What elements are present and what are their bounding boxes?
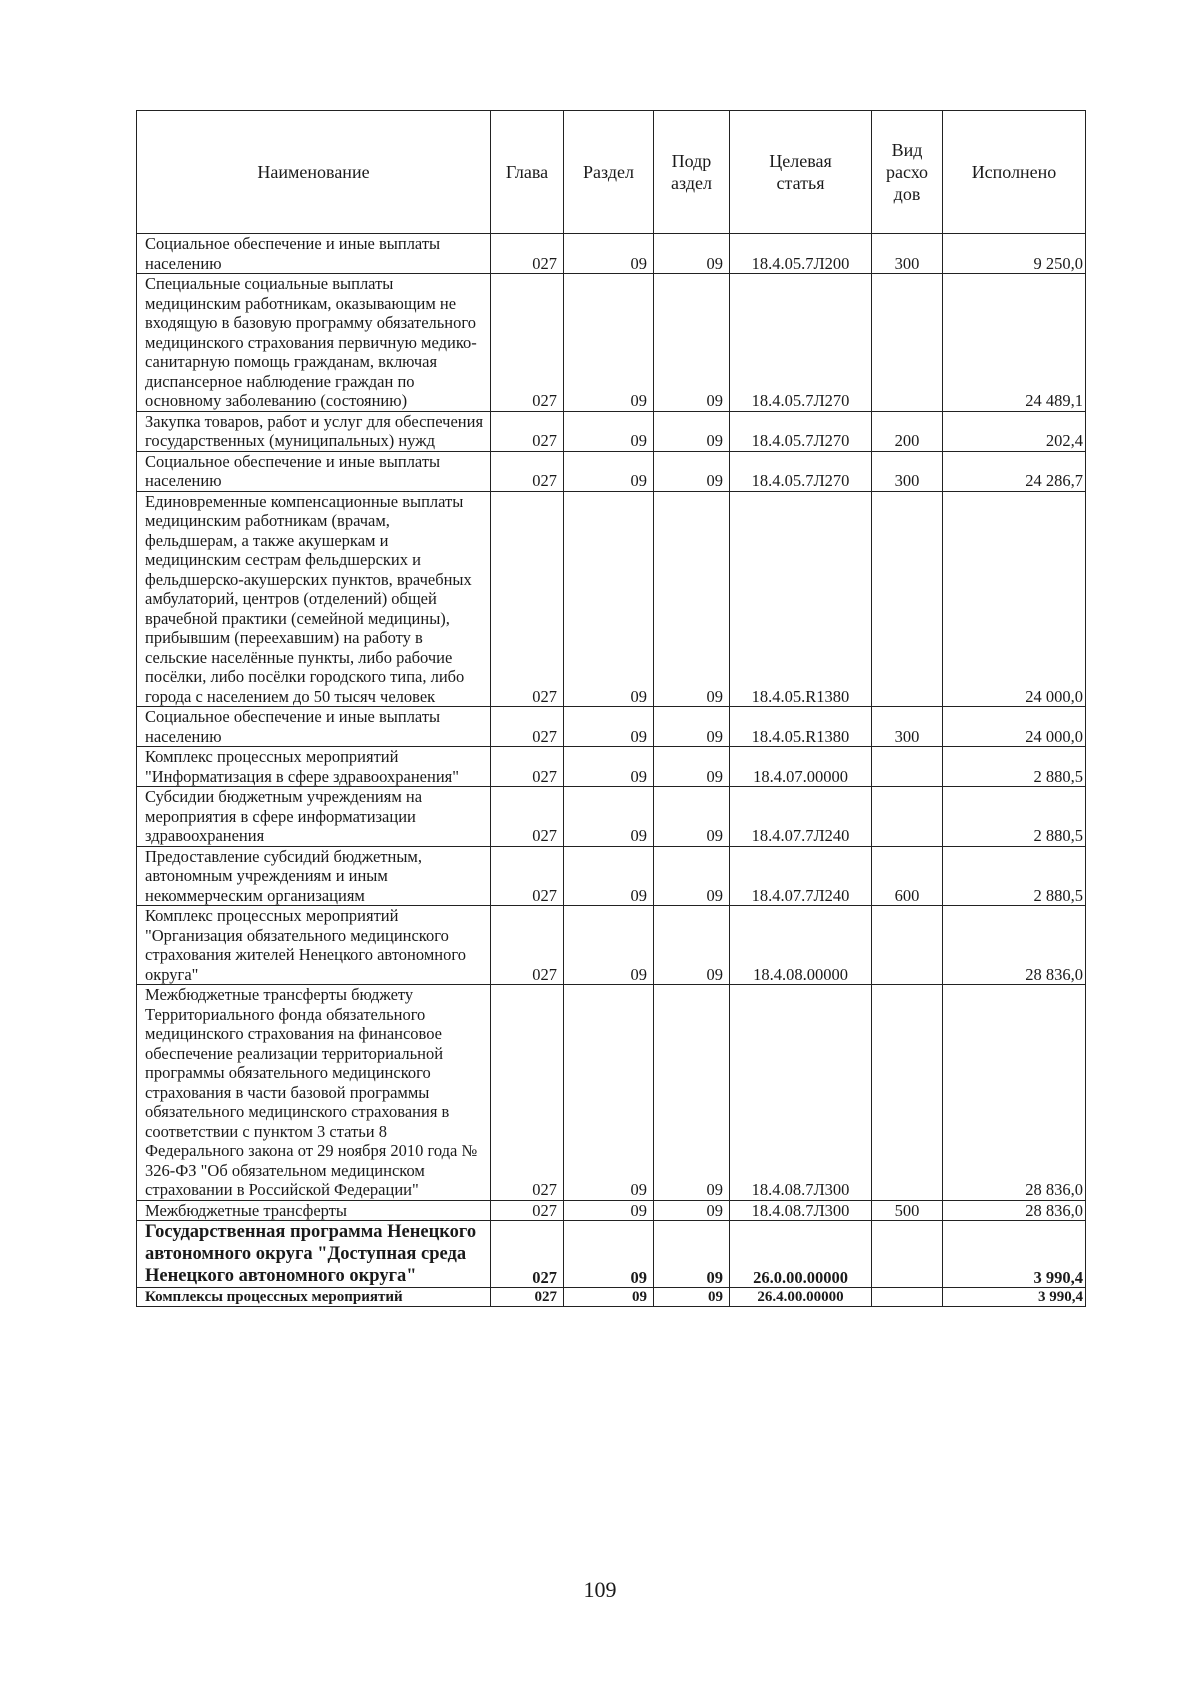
cell-vid [872,491,943,707]
cell-ispolneno: 202,4 [943,411,1086,451]
cell-razdel: 09 [564,451,654,491]
col-header-vid: Вид расхо дов [872,111,943,234]
cell-celevaya: 18.4.08.7Л300 [730,1200,872,1221]
cell-ispolneno: 24 000,0 [943,707,1086,747]
cell-glava: 027 [491,274,564,412]
cell-vid [872,787,943,847]
cell-glava: 027 [491,1221,564,1288]
cell-celevaya: 26.0.00.00000 [730,1221,872,1288]
cell-podrazdel: 09 [654,411,730,451]
cell-ispolneno: 28 836,0 [943,985,1086,1201]
table-row [137,1221,1086,1288]
cell-vid [872,906,943,985]
cell-podrazdel: 09 [654,747,730,787]
cell-podrazdel: 09 [654,234,730,274]
table-row [137,274,1086,412]
cell-podrazdel: 09 [654,1221,730,1288]
cell-glava: 027 [491,787,564,847]
cell-vid: 300 [872,234,943,274]
cell-razdel: 09 [564,274,654,412]
table-row [137,491,1086,707]
cell-podrazdel: 09 [654,906,730,985]
cell-podrazdel: 09 [654,846,730,906]
cell-glava: 027 [491,451,564,491]
cell-glava: 027 [491,906,564,985]
cell-ispolneno: 3 990,4 [943,1288,1086,1307]
cell-vid [872,747,943,787]
cell-podrazdel: 09 [654,985,730,1201]
col-header-podrazdel: Подр аздел [654,111,730,234]
cell-vid [872,274,943,412]
table-row [137,906,1086,985]
col-header-ispolneno: Исполнено [943,111,1086,234]
cell-razdel: 09 [564,846,654,906]
cell-ispolneno: 24 489,1 [943,274,1086,412]
cell-glava: 027 [491,747,564,787]
cell-podrazdel: 09 [654,274,730,412]
cell-celevaya: 26.4.00.00000 [730,1288,872,1307]
cell-name: Социальное обеспечение и иные выплаты населению [137,707,491,747]
cell-vid [872,1288,943,1307]
cell-podrazdel: 09 [654,491,730,707]
cell-glava: 027 [491,985,564,1201]
cell-podrazdel: 09 [654,1288,730,1307]
cell-ispolneno: 24 000,0 [943,491,1086,707]
table-header-row [137,111,1086,234]
cell-vid [872,1221,943,1288]
table-row [137,747,1086,787]
cell-celevaya: 18.4.05.R1380 [730,491,872,707]
table-row [137,1288,1086,1307]
cell-ispolneno: 28 836,0 [943,906,1086,985]
col-header-name: Наименование [137,111,491,234]
table-row [137,234,1086,274]
cell-glava: 027 [491,411,564,451]
page-number: 109 [583,1577,617,1602]
cell-name: Комплекс процессных мероприятий "Организация обязательного медицинского страхования жителей Ненецкого автономного округа" [137,906,491,985]
cell-name: Межбюджетные трансферты бюджету Территориального фонда обязательного медицинского страхования на финансовое обеспечение реализации территориальной программы обязательного медицинского страхования в части базовой программы обязательного медицинского страхования в соответствии с пунктом 3 статьи 8 Федерального закона от 29 ноября 2010 года № 326-ФЗ "Об обязательном медицинском страховании в Российской Федерации" [137,985,491,1201]
cell-razdel: 09 [564,491,654,707]
cell-razdel: 09 [564,707,654,747]
cell-name: Закупка товаров, работ и услуг для обеспечения государственных (муниципальных) нужд [137,411,491,451]
cell-name: Специальные социальные выплаты медицинским работникам, оказывающим не входящую в базовую программу обязательного медицинского страхования первичную медико-санитарную помощь гражданам, включая диспансерное наблюдение граждан по основному заболеванию (состоянию) [137,274,491,412]
cell-name: Межбюджетные трансферты [137,1200,491,1221]
cell-glava: 027 [491,1288,564,1307]
cell-vid: 600 [872,846,943,906]
cell-glava: 027 [491,491,564,707]
cell-name: Комплекс процессных мероприятий "Информатизация в сфере здравоохранения" [137,747,491,787]
cell-razdel: 09 [564,1200,654,1221]
cell-vid: 300 [872,707,943,747]
cell-ispolneno: 9 250,0 [943,234,1086,274]
cell-ispolneno: 2 880,5 [943,747,1086,787]
cell-razdel: 09 [564,1221,654,1288]
table-row [137,1200,1086,1221]
cell-razdel: 09 [564,1288,654,1307]
cell-ispolneno: 28 836,0 [943,1200,1086,1221]
cell-vid: 500 [872,1200,943,1221]
cell-celevaya: 18.4.08.00000 [730,906,872,985]
cell-glava: 027 [491,707,564,747]
table-body [137,234,1086,1307]
cell-razdel: 09 [564,787,654,847]
cell-razdel: 09 [564,411,654,451]
cell-ispolneno: 24 286,7 [943,451,1086,491]
cell-ispolneno: 3 990,4 [943,1221,1086,1288]
cell-razdel: 09 [564,985,654,1201]
col-header-glava: Глава [491,111,564,234]
table-row [137,787,1086,847]
cell-celevaya: 18.4.05.7Л200 [730,234,872,274]
cell-podrazdel: 09 [654,787,730,847]
cell-razdel: 09 [564,234,654,274]
table-row [137,846,1086,906]
cell-name: Предоставление субсидий бюджетным, автономным учреждениям и иным некоммерческим организациям [137,846,491,906]
cell-vid [872,985,943,1201]
cell-celevaya: 18.4.05.R1380 [730,707,872,747]
cell-celevaya: 18.4.05.7Л270 [730,411,872,451]
cell-celevaya: 18.4.07.7Л240 [730,846,872,906]
cell-glava: 027 [491,234,564,274]
budget-table [136,110,1086,1307]
cell-name: Социальное обеспечение и иные выплаты населению [137,451,491,491]
table-row [137,707,1086,747]
cell-name: Государственная программа Ненецкого автономного округа "Доступная среда Ненецкого автономного округа" [137,1221,491,1288]
table-row [137,985,1086,1201]
cell-glava: 027 [491,846,564,906]
cell-podrazdel: 09 [654,451,730,491]
cell-ispolneno: 2 880,5 [943,787,1086,847]
table-row [137,411,1086,451]
cell-vid: 200 [872,411,943,451]
cell-celevaya: 18.4.08.7Л300 [730,985,872,1201]
cell-celevaya: 18.4.05.7Л270 [730,274,872,412]
cell-vid: 300 [872,451,943,491]
cell-podrazdel: 09 [654,1200,730,1221]
cell-ispolneno: 2 880,5 [943,846,1086,906]
cell-glava: 027 [491,1200,564,1221]
cell-name: Комплексы процессных мероприятий [137,1288,491,1307]
table-row [137,451,1086,491]
cell-celevaya: 18.4.05.7Л270 [730,451,872,491]
col-header-razdel: Раздел [564,111,654,234]
col-header-celevaya: Целевая статья [730,111,872,234]
cell-celevaya: 18.4.07.7Л240 [730,787,872,847]
cell-podrazdel: 09 [654,707,730,747]
cell-razdel: 09 [564,906,654,985]
cell-name: Единовременные компенсационные выплаты медицинским работникам (врачам, фельдшерам, а также акушеркам и медицинским сестрам фельдшерских и фельдшерско-акушерских пунктов, врачебных амбулаторий, центров (отделений) общей врачебной практики (семейной медицины), прибывшим (переехавшим) на работу в сельские населённые пункты, либо рабочие посёлки, либо посёлки городского типа, либо города с населением до 50 тысяч человек [137,491,491,707]
cell-razdel: 09 [564,747,654,787]
cell-name: Субсидии бюджетным учреждениям на мероприятия в сфере информатизации здравоохранения [137,787,491,847]
cell-celevaya: 18.4.07.00000 [730,747,872,787]
cell-name: Социальное обеспечение и иные выплаты населению [137,234,491,274]
